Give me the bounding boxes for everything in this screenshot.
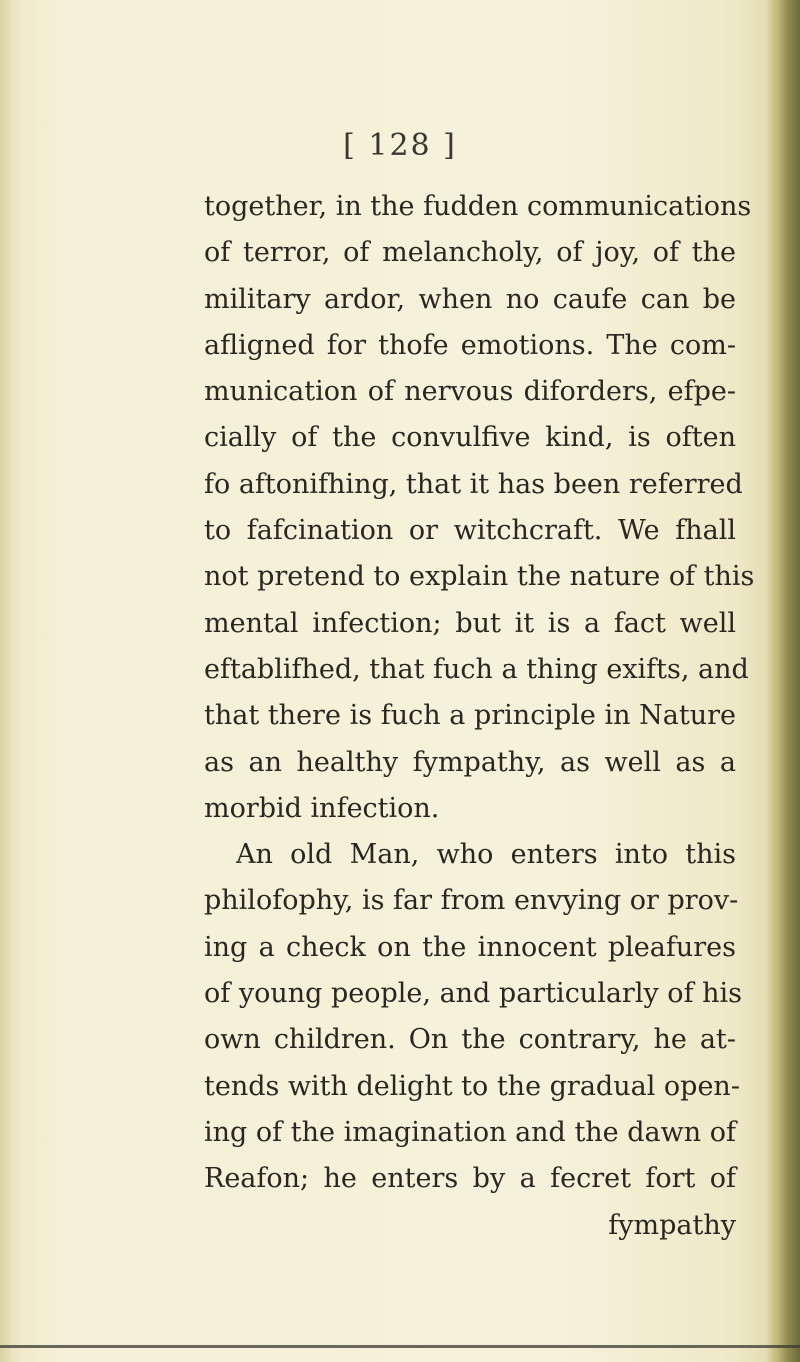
text-line: together, in the fudden communications xyxy=(204,191,752,222)
page-number-header: [ 128 ] xyxy=(343,128,457,163)
paragraph-start-line: An old Man, who enters into this xyxy=(236,839,736,871)
text-line: fo aftonifhing, that it has been referred xyxy=(204,468,743,500)
text-line: Reafon; he enters by a fecret fort of xyxy=(204,1163,736,1195)
text-line: philofophy, is far from envying or prov- xyxy=(204,885,739,917)
body-text xyxy=(204,184,755,1249)
text-line: ing a check on the innocent pleafures xyxy=(204,931,736,963)
catchword: fympathy xyxy=(608,1209,736,1241)
page-left-edge xyxy=(0,0,22,1362)
text-line: not pretend to explain the nature of this xyxy=(204,561,755,593)
text-line: afligned for thofe emotions. The com- xyxy=(204,329,736,361)
text-line: ing of the imagination and the dawn of xyxy=(204,1116,736,1148)
text-line: munication of nervous diforders, efpe- xyxy=(204,376,736,408)
page-right-edge-shadow xyxy=(766,0,800,1362)
text-line: of terror, of melancholy, of joy, of the xyxy=(204,237,736,269)
text-line: cially of the convulfive kind, is often xyxy=(204,422,736,454)
text-line: military ardor, when no caufe can be xyxy=(204,283,736,315)
bottom-edge-line xyxy=(0,1345,800,1348)
text-line: to fafcination or witchcraft. We fhall xyxy=(204,515,736,547)
text-line: own children. On the contrary, he at- xyxy=(204,1024,736,1056)
text-line: tends with delight to the gradual open- xyxy=(204,1070,740,1102)
text-line: as an healthy fympathy, as well as a xyxy=(204,746,736,778)
text-line: that there is fuch a principle in Nature xyxy=(204,700,736,732)
text-line: of young people, and particularly of his xyxy=(204,978,743,1010)
text-line: mental infection; but it is a fact well xyxy=(204,607,736,639)
text-line: eftablifhed, that fuch a thing exifts, and xyxy=(204,653,749,685)
text-line: morbid infection. xyxy=(204,792,440,824)
